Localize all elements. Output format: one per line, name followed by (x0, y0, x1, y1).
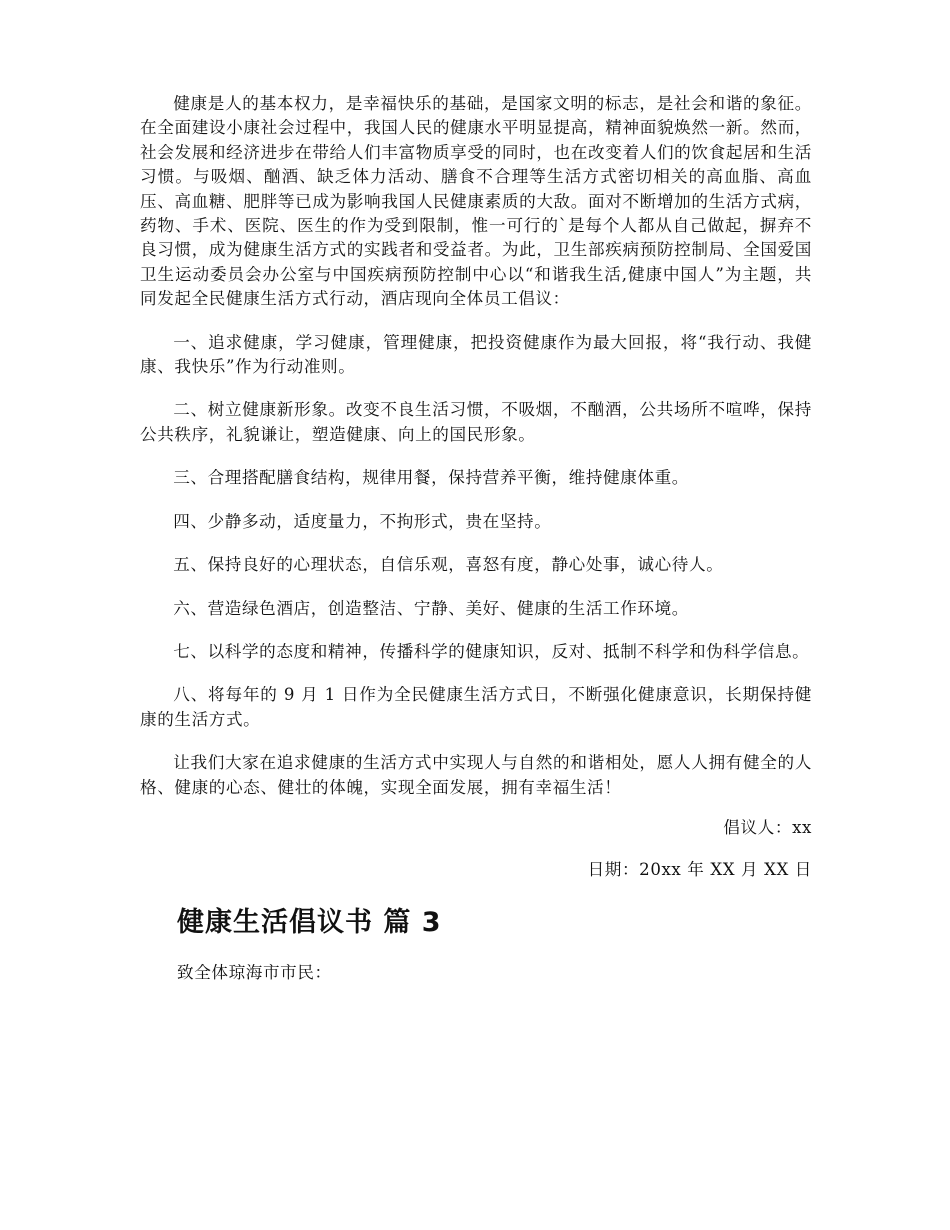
greeting-line: 致全体琼海市市民： (177, 962, 332, 982)
closing-paragraph: 让我们大家在追求健康的生活方式中实现人与自然的和谐相处，愿人人拥有健全的人格、健康的心态、健壮的体魄，实现全面发展，拥有幸福生活！ (140, 753, 812, 797)
document-page (140, 92, 812, 985)
proposal-item-2: 二、树立健康新形象。改变不良生活习惯，不吸烟，不酗酒，公共场所不喧哗，保持公共秩序，礼貌谦让，塑造健康、向上的国民形象。 (140, 400, 812, 444)
proposal-item-5: 五、保持良好的心理状态，自信乐观，喜怒有度，静心处事，诚心待人。 (173, 555, 724, 575)
proposal-item-7: 七、以科学的态度和精神，传播科学的健康知识，反对、抵制不科学和伪科学信息。 (173, 641, 810, 661)
proposal-item-4: 四、少静多动，适度量力，不拘形式，贵在坚持。 (173, 511, 552, 531)
proposal-item-8: 八、将每年的 9 月 1 日作为全民健康生活方式日，不断强化健康意识，长期保持健康的生活方式。 (140, 685, 812, 729)
date-line: 日期：20xx 年 XX 月 XX 日 (587, 860, 812, 880)
section-heading: 健康生活倡议书 篇 3 (177, 906, 442, 938)
intro-paragraph: 健康是人的基本权力，是幸福快乐的基础，是国家文明的标志，是社会和谐的象征。在全面建设小康社会过程中，我国人民的健康水平明显提高，精神面貌焕然一新。然而，社会发展和经济进步在带给人们丰富物质享受的同时，也在改变着人们的饮食起居和生活习惯。与吸烟、酗酒、缺乏体力活动、膳食不合理等生活方式密切相关的高血脂、高血压、高血糖、肥胖等已成为影响我国人民健康素质的大敌。面对不断增加的生活方式病，药物、手术、医院、医生的作为受到限制，惟一可行的`是每个人都从自己做起，摒弃不良习惯，成为健康生活方式的实践者和受益者。为此，卫生部疾病预防控制局、全国爱国卫生运动委员会办公室与中国疾病预防控制中心以“和谐我生活,健康中国人”为主题，共同发起全民健康生活方式行动，酒店现向全体员工倡议： (140, 94, 812, 309)
proposal-item-1: 一、追求健康，学习健康，管理健康，把投资健康作为最大回报，将“我行动、我健康、我快乐”作为行动准则。 (140, 332, 812, 377)
proposal-item-6: 六、营造绿色酒店，创造整洁、宁静、美好、健康的生活工作环境。 (173, 598, 689, 618)
proposal-item-3: 三、合理搭配膳食结构，规律用餐，保持营养平衡，维持健康体重。 (173, 468, 689, 488)
signature-line: 倡议人：xx (723, 817, 812, 837)
